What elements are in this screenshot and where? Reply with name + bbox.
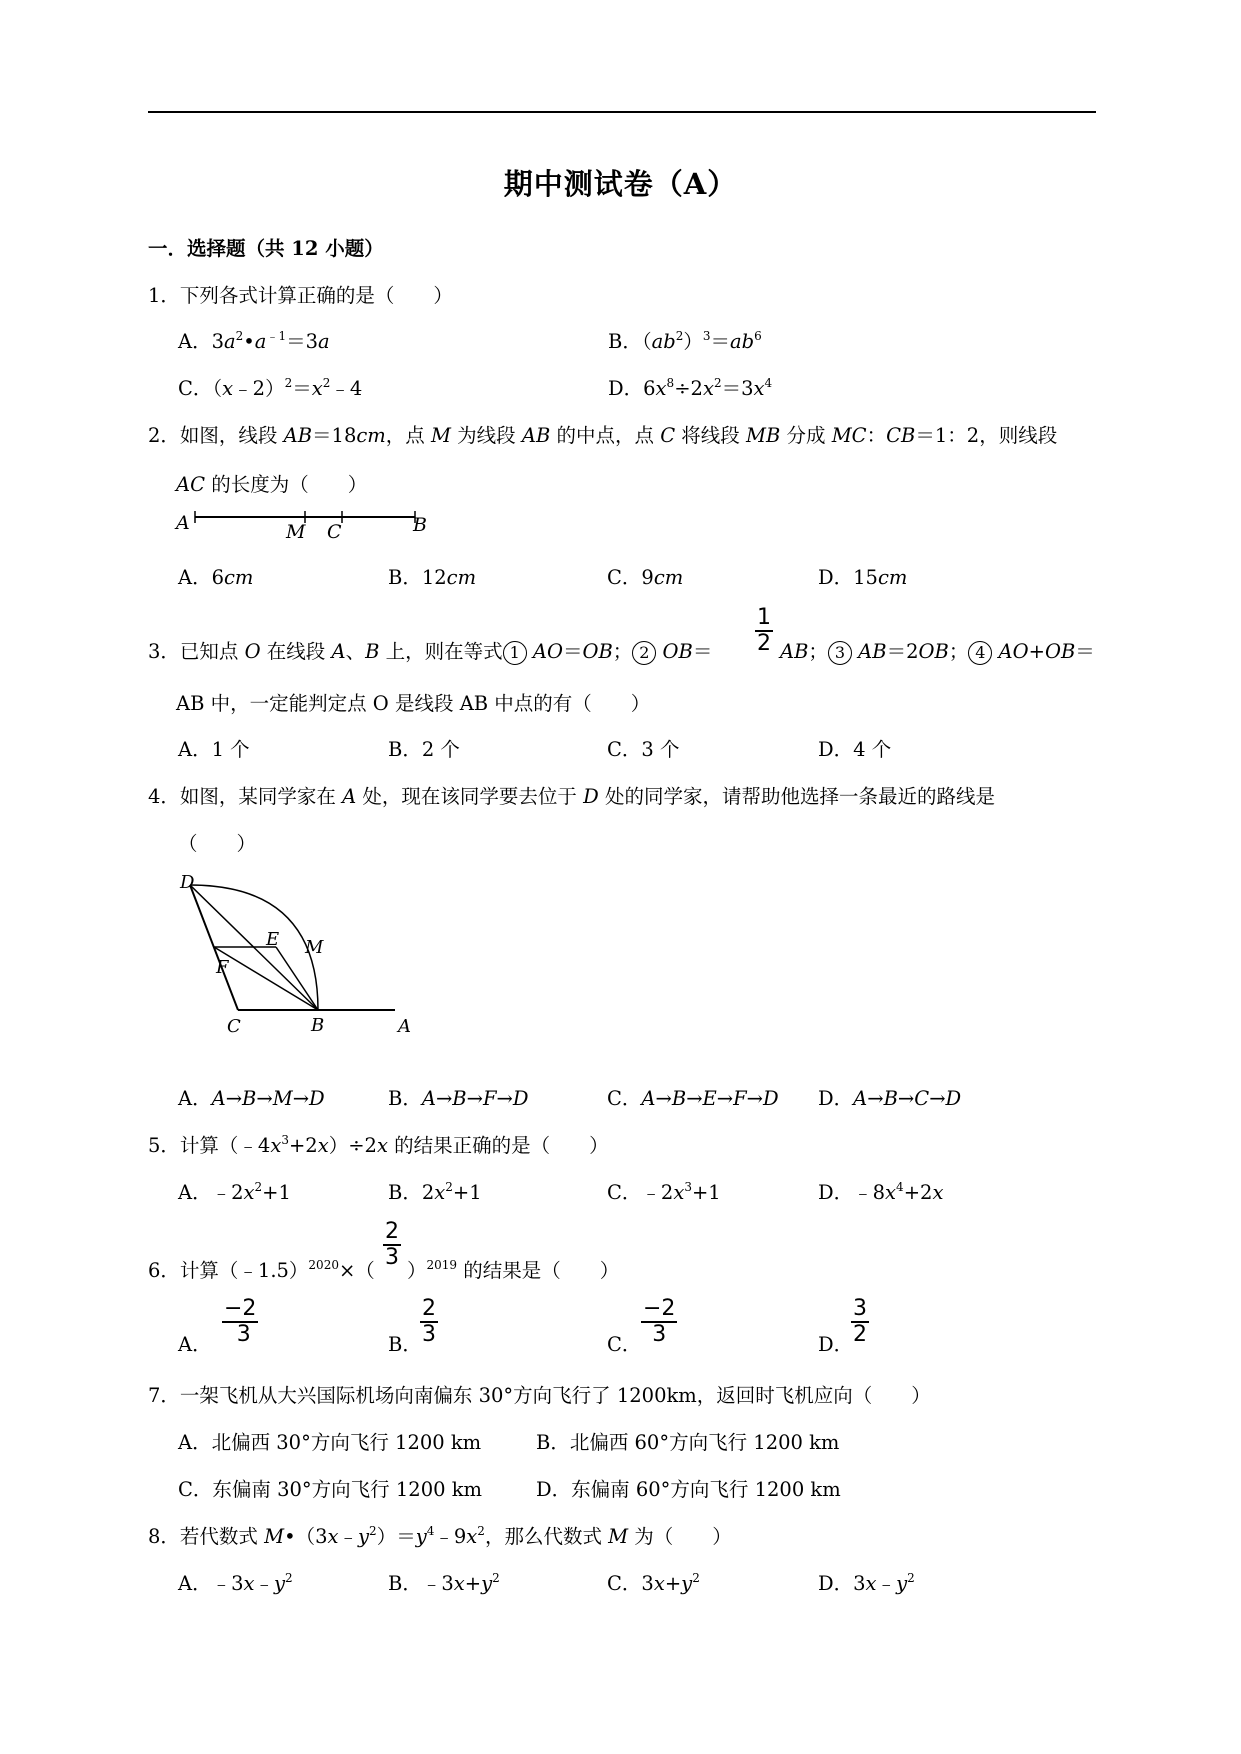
q5-option-b: B．$2x^2+1$: [388, 1180, 482, 1204]
q3-option-d: D．4 个: [818, 738, 892, 761]
q6-option-d-label: D．: [818, 1333, 854, 1356]
q6-option-d-frac: $\frac{3}{2}$: [853, 1296, 867, 1347]
q4-stem: 4．如图，某同学家在 A 处，现在该同学要去位于 D 处的同学家，请帮助他选择一条最近的路线是: [148, 785, 995, 808]
q4-label-m: M: [305, 937, 324, 958]
q5-option-c: C．$﹣2x^3+1$: [607, 1180, 721, 1204]
section-heading: 一．选择题（共 12 小题）: [148, 237, 384, 260]
q2-option-c: C．9cm: [607, 566, 684, 589]
q2-option-b: B．12cm: [388, 566, 477, 589]
page-title: 期中测试卷（A）: [503, 167, 738, 201]
q3-option-a: A．1 个: [178, 738, 250, 761]
q3-stem-cont: AB； 3 AB＝2OB； 4 AO+OB＝: [780, 640, 1095, 663]
q2-option-a: A．6cm: [178, 566, 254, 589]
q1-option-d: D．$6x^8\div 2x^2=3x^4$: [608, 376, 773, 400]
q2-option-d: D．15cm: [818, 566, 908, 589]
q4-option-a: A．A→B→M→D: [178, 1087, 325, 1110]
q8-option-b: B．$﹣3x+y^2$: [388, 1571, 500, 1595]
q6-stem: 6．计算（﹣1.5）$^{2020}$×（: [148, 1258, 375, 1282]
q5-option-a: A．$﹣2x^2+1$: [178, 1180, 291, 1204]
q1-option-a: A．$3a^2•a^{﹣1}=3a$: [178, 329, 330, 353]
q2-label-c: C: [327, 521, 342, 543]
q1-option-b: B．$(ab^2)^3=ab^6$: [608, 329, 762, 353]
q4-option-d: D．A→B→C→D: [818, 1087, 962, 1110]
q4-option-b: B．A→B→F→D: [388, 1087, 529, 1110]
q3-option-c: C．3 个: [607, 738, 680, 761]
q4-label-b: B: [311, 1015, 325, 1036]
q2-stem-2: AC 的长度为（ ）: [176, 473, 368, 496]
q4-label-d: D: [180, 872, 195, 893]
q5-option-d: D．$﹣8x^4+2x$: [818, 1180, 944, 1204]
q6-fraction: $\frac{2}{3}$: [385, 1219, 399, 1270]
q6-option-c-frac: $\frac{-2}{3}$: [643, 1296, 676, 1347]
q4-label-a: A: [398, 1016, 411, 1037]
q7-stem: 7．一架飞机从大兴国际机场向南偏东 30°方向飞行了 1200km，返回时飞机应向（ ）: [148, 1384, 931, 1407]
q8-option-c: C．$3x+y^2$: [607, 1571, 700, 1595]
q7-option-a: A．北偏西 30°方向飞行 1200 km: [178, 1431, 482, 1454]
q8-stem: 8．若代数式 $M•(3x﹣y^2)=y^4﹣9x^2$，那么代数式 M 为（ ）: [148, 1524, 732, 1548]
q8-option-a: A．$﹣3x﹣y^2$: [178, 1571, 293, 1595]
q7-option-d: D．东偏南 60°方向飞行 1200 km: [536, 1478, 841, 1501]
q4-label-c: C: [227, 1016, 241, 1037]
q6-option-b-label: B．: [388, 1333, 422, 1356]
q5-stem: 5．计算$(﹣4x^3+2x)\div 2x$ 的结果正确的是（ ）: [148, 1133, 609, 1157]
q4-label-e: E: [266, 929, 280, 950]
q4-option-c: C．A→B→E→F→D: [607, 1087, 779, 1110]
q6-option-b-frac: $\frac{2}{3}$: [422, 1296, 436, 1347]
q2-stem: 2．如图，线段 AB＝18cm，点 M 为线段 AB 的中点，点 C 将线段 MB 分成 MC：CB＝1：2，则线段: [148, 424, 1058, 447]
q8-option-d: D．$3x﹣y^2$: [818, 1571, 915, 1595]
q4-route-diagram: [170, 865, 430, 1040]
q4-label-f: F: [216, 957, 229, 978]
q2-segment-diagram: [170, 505, 440, 545]
q6-option-a-label: A．: [178, 1333, 212, 1356]
q7-option-c: C．东偏南 30°方向飞行 1200 km: [178, 1478, 483, 1501]
q6-stem-cont: ）$^{2019}$ 的结果是（ ）: [407, 1258, 620, 1282]
q3-stem: 3．已知点 O 在线段 A、B 上，则在等式 1 AO＝OB； 2 OB＝: [148, 640, 713, 663]
q2-label-a: A: [176, 512, 190, 534]
q7-option-b: B．北偏西 60°方向飞行 1200 km: [536, 1431, 840, 1454]
q4-paren: （ ）: [178, 832, 257, 855]
q2-label-b: B: [413, 514, 427, 536]
q6-option-c-label: C．: [607, 1333, 642, 1356]
q3-fraction-half: $\frac{1}{2}$: [757, 605, 771, 656]
q3-option-b: B．2 个: [388, 738, 460, 761]
q1-stem: 1．下列各式计算正确的是（ ）: [148, 284, 453, 307]
q2-label-m: M: [286, 521, 306, 543]
q1-option-c: C．$(x﹣2)^2=x^2﹣4$: [178, 376, 363, 400]
q3-stem-2: AB 中，一定能判定点 O 是线段 AB 中点的有（ ）: [176, 692, 651, 715]
q6-option-a-frac: $\frac{-2}{3}$: [224, 1296, 257, 1347]
header-rule: [148, 111, 1096, 113]
